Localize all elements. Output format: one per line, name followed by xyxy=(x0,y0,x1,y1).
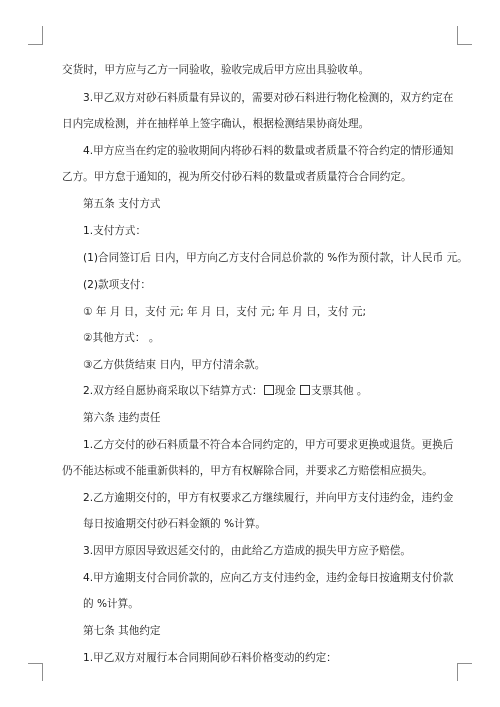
paragraph-line: 的 %计算。 xyxy=(83,598,139,610)
paragraph-line: 2.乙方逾期交付的，甲方有权要求乙方继续履行，并向甲方支付违约金，违约金 xyxy=(83,492,454,504)
section-heading: 第七条 其他约定 xyxy=(83,625,161,637)
paragraph-line: (1)合同签订后 日内，甲方向乙方支付合同总价款的 %作为预付款，计人民币 元。 xyxy=(83,252,468,264)
paragraph-line: 仍不能达标或不能重新供料的，甲方有权解除合同，并要求乙方赔偿相应损失。 xyxy=(62,465,433,477)
paragraph-line: 每日按逾期交付砂石料金额的 %计算。 xyxy=(83,518,266,530)
checkbox-icon[interactable] xyxy=(264,385,274,395)
settlement-suffix: 。 xyxy=(353,385,368,397)
checkbox-icon[interactable] xyxy=(300,385,310,395)
paragraph-line: 日内完成检测，并在抽样单上签字确认，根据检测结果协商处理。 xyxy=(62,118,370,130)
settlement-method-text: 2.双方经自愿协商采取以下结算方式： xyxy=(83,385,263,397)
paragraph-line: ③乙方供货结束 日内，甲方付清余款。 xyxy=(83,359,266,371)
section-heading: 第五条 支付方式 xyxy=(83,198,161,210)
cash-option-label: 现金 xyxy=(274,385,296,397)
paragraph-line: 4.甲方逾期支付合同价款的，应向乙方支付违约金，违约金每日按逾期支付价款 xyxy=(83,572,454,584)
paragraph-line: 1.支付方式： xyxy=(83,225,147,237)
paragraph-line: ① 年 月 日，支付 元; 年 月 日，支付 元; 年 月 日，支付 元; xyxy=(83,306,367,318)
paragraph-line: 4.甲方应当在约定的验收期间内将砂石料的数量或者质量不符合约定的情形通知 xyxy=(83,145,454,157)
paragraph-line: 3.因甲方原因导致迟延交付的，由此给乙方造成的损失甲方应予赔偿。 xyxy=(83,545,411,557)
paragraph-line: 乙方。甲方怠于通知的，视为所交付砂石料的数量或者质量符合合同约定。 xyxy=(62,171,412,183)
section-heading: 第六条 违约责任 xyxy=(83,412,161,424)
settlement-method-line xyxy=(62,384,467,398)
paragraph-line: (2)款项支付： xyxy=(83,279,151,291)
paragraph-line: 交货时，甲方应与乙方一同验收，验收完成后甲方应出具验收单。 xyxy=(62,64,370,76)
paragraph-line: ②其他方式： 。 xyxy=(83,332,160,344)
paragraph-line: 3.甲乙双方对砂石料质量有异议的，需要对砂石料进行物化检测的，双方约定在 xyxy=(83,92,454,104)
paragraph-line: 1.甲乙双方对履行本合同期间砂石料价格变动的约定： xyxy=(83,652,337,664)
check-option-label: 支票其他 xyxy=(311,385,354,397)
paragraph-line: 1.乙方交付的砂石料质量不符合本合同约定的，甲方可要求更换或退货。更换后 xyxy=(83,439,454,451)
